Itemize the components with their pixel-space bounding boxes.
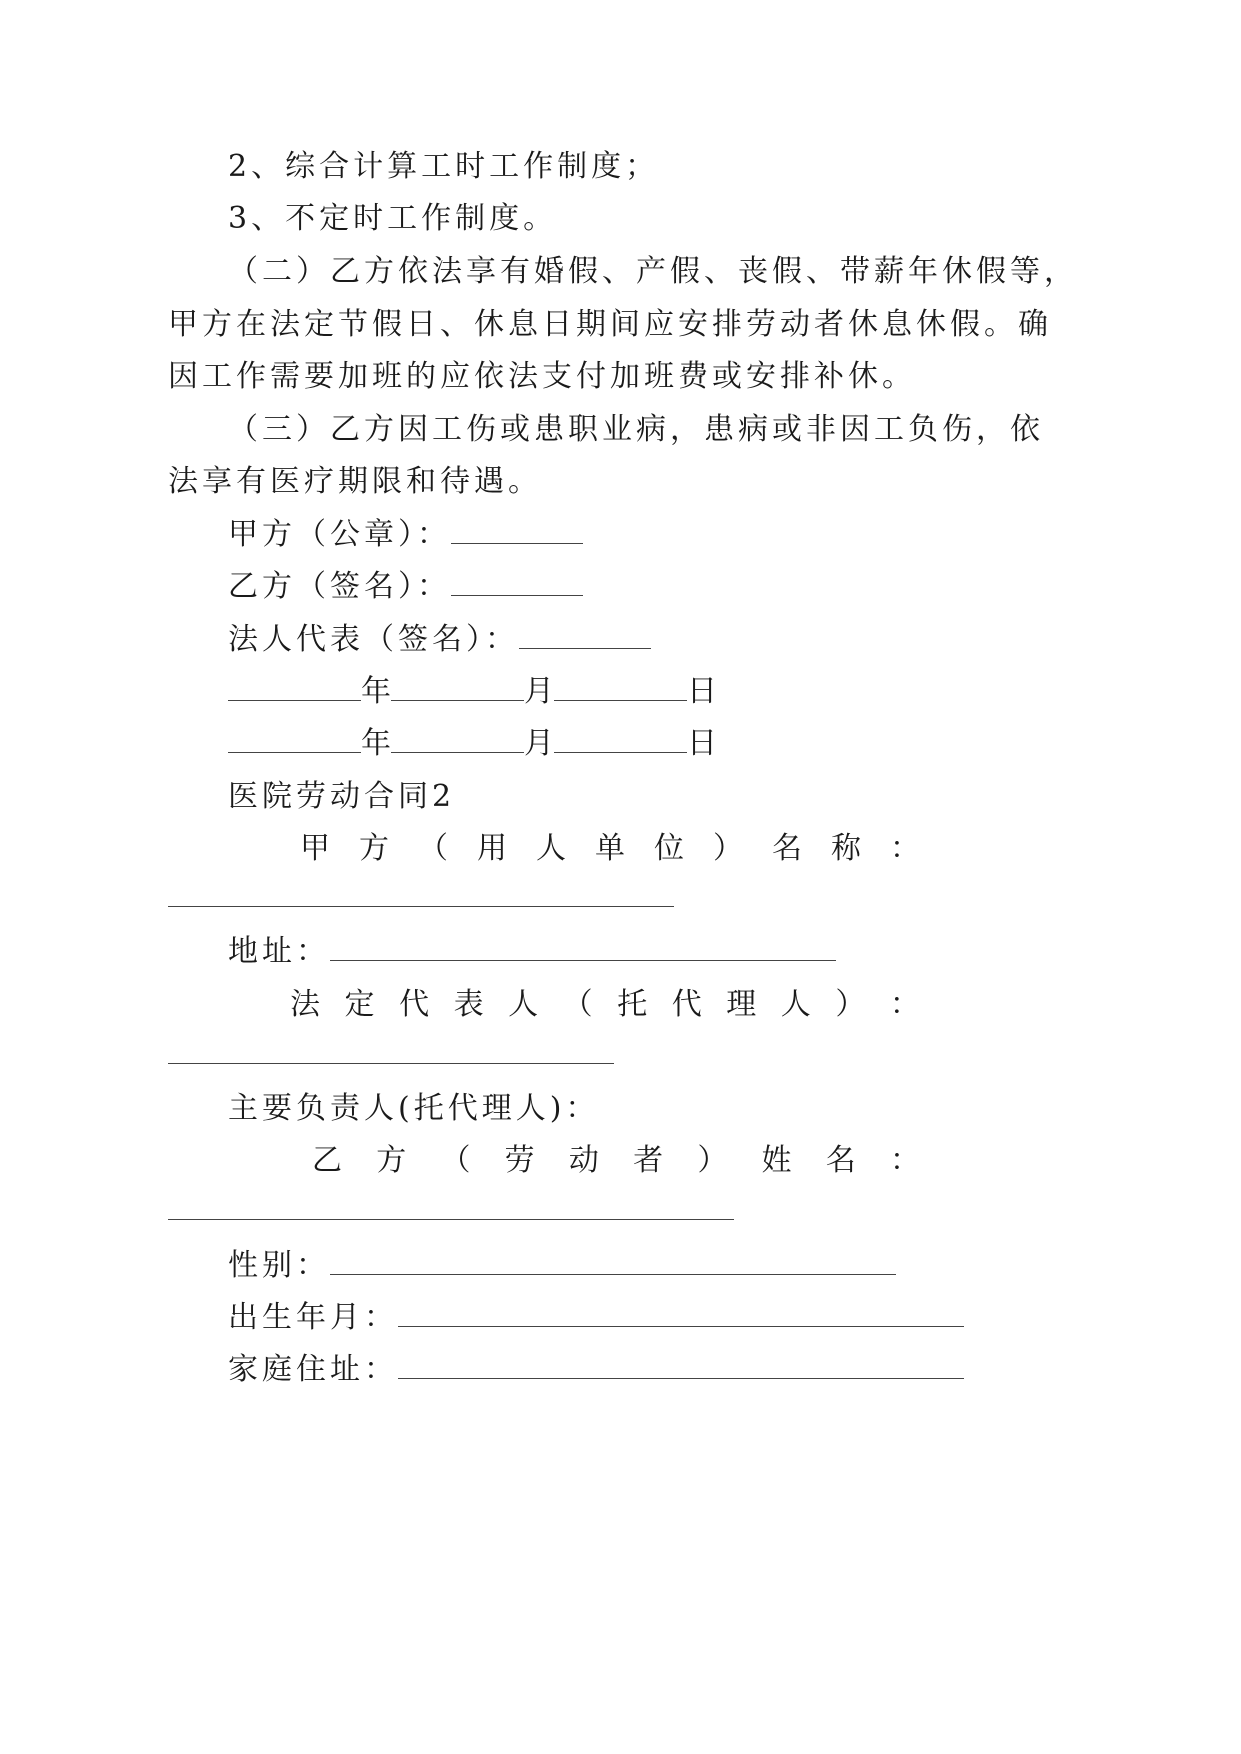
address-label: 地址： xyxy=(228,934,330,969)
employer-name-char: ） xyxy=(713,831,743,866)
date-2-year-blank[interactable] xyxy=(228,726,361,753)
address-blank[interactable] xyxy=(330,934,836,961)
legal-rep-sign-blank[interactable] xyxy=(519,622,651,649)
legal-rep-char: 代 xyxy=(671,987,702,1022)
legal-rep-char: 定 xyxy=(344,987,375,1022)
legal-rep-blank[interactable] xyxy=(168,1063,614,1064)
employer-name-char: （ xyxy=(418,831,448,866)
paragraph-3-line-2: 法享有医疗期限和待遇。 xyxy=(168,464,542,499)
date-1-year-blank[interactable] xyxy=(228,674,361,701)
paragraph-2-line-1: （二）乙方依法享有婚假、产假、丧假、带薪年休假等， xyxy=(228,254,1078,289)
date-2-month-blank[interactable] xyxy=(391,726,524,753)
legal-rep-char: 理 xyxy=(726,987,757,1022)
date-2-day-label: 日 xyxy=(687,726,717,761)
party-a-seal-row xyxy=(228,515,583,555)
date-1-month-blank[interactable] xyxy=(391,674,524,701)
date-1-month-label: 月 xyxy=(524,674,554,709)
party-a-seal-blank[interactable] xyxy=(451,517,583,544)
home-address-blank[interactable] xyxy=(398,1352,964,1379)
paragraph-3-line-1: （三）乙方因工伤或患职业病，患病或非因工负伤，依 xyxy=(228,412,1044,447)
worker-name-char: ： xyxy=(889,1143,920,1178)
worker-name-char: 者 xyxy=(633,1143,664,1178)
home-address-label: 家庭住址： xyxy=(228,1352,398,1387)
employer-name-char: 人 xyxy=(536,831,566,866)
worker-name-char: （ xyxy=(440,1143,471,1178)
employer-name-char: 用 xyxy=(477,831,507,866)
worker-name-char: 名 xyxy=(825,1143,856,1178)
employer-name-blank[interactable] xyxy=(168,906,674,907)
legal-rep-char: 法 xyxy=(290,987,320,1022)
worker-name-char: 劳 xyxy=(504,1143,535,1178)
paragraph-2-line-2: 甲方在法定节假日、休息日期间应安排劳动者休息休假。确 xyxy=(168,307,1052,342)
date-1-year-label: 年 xyxy=(361,674,391,709)
employer-name-char: 方 xyxy=(359,831,389,866)
gender-blank[interactable] xyxy=(330,1248,896,1275)
worker-name-label xyxy=(312,1141,920,1181)
employer-name-char: 甲 xyxy=(300,831,330,866)
legal-rep-char: ） xyxy=(835,987,866,1022)
birth-row xyxy=(228,1298,964,1338)
home-address-row xyxy=(228,1350,964,1390)
clause-item-2: 2、综合计算工时工作制度； xyxy=(228,149,660,184)
party-a-seal-label: 甲方（公章）： xyxy=(228,517,451,552)
date-2-year-label: 年 xyxy=(361,726,391,761)
legal-rep-char: ： xyxy=(889,987,920,1022)
party-b-sign-label: 乙方（签名）： xyxy=(228,569,451,604)
worker-name-blank[interactable] xyxy=(168,1219,734,1220)
legal-rep-char: （ xyxy=(562,987,593,1022)
employer-name-char: 名 xyxy=(772,831,802,866)
legal-rep-char: 人 xyxy=(508,987,539,1022)
birth-blank[interactable] xyxy=(398,1300,964,1327)
legal-rep-sign-row xyxy=(228,620,651,660)
employer-name-char: ： xyxy=(890,831,920,866)
date-row-2 xyxy=(228,724,717,764)
legal-rep-char: 人 xyxy=(780,987,811,1022)
worker-name-char: 姓 xyxy=(761,1143,792,1178)
date-row-1 xyxy=(228,672,717,712)
worker-name-char: 方 xyxy=(376,1143,407,1178)
employer-name-char: 单 xyxy=(595,831,625,866)
worker-name-char: 乙 xyxy=(312,1143,342,1178)
clause-item-3: 3、不定时工作制度。 xyxy=(228,201,558,236)
legal-rep-sign-label: 法人代表（签名）： xyxy=(228,622,519,657)
worker-name-char: ） xyxy=(697,1143,728,1178)
party-b-sign-blank[interactable] xyxy=(451,569,583,596)
legal-rep-label xyxy=(290,985,920,1025)
date-1-day-label: 日 xyxy=(687,674,717,709)
employer-name-char: 称 xyxy=(831,831,861,866)
gender-row xyxy=(228,1246,896,1286)
legal-rep-char: 表 xyxy=(453,987,484,1022)
party-b-sign-row xyxy=(228,567,583,607)
contract-2-title: 医院劳动合同2 xyxy=(228,779,456,814)
address-row xyxy=(228,932,836,972)
employer-name-label xyxy=(300,829,920,869)
worker-name-char: 动 xyxy=(568,1143,599,1178)
legal-rep-char: 托 xyxy=(617,987,648,1022)
date-2-day-blank[interactable] xyxy=(554,726,687,753)
principal-label: 主要负责人(托代理人)： xyxy=(228,1091,600,1126)
date-1-day-blank[interactable] xyxy=(554,674,687,701)
employer-name-char: 位 xyxy=(654,831,684,866)
gender-label: 性别： xyxy=(228,1248,330,1283)
legal-rep-char: 代 xyxy=(399,987,430,1022)
birth-label: 出生年月： xyxy=(228,1300,398,1335)
paragraph-2-line-3: 因工作需要加班的应依法支付加班费或安排补休。 xyxy=(168,359,916,394)
date-2-month-label: 月 xyxy=(524,726,554,761)
